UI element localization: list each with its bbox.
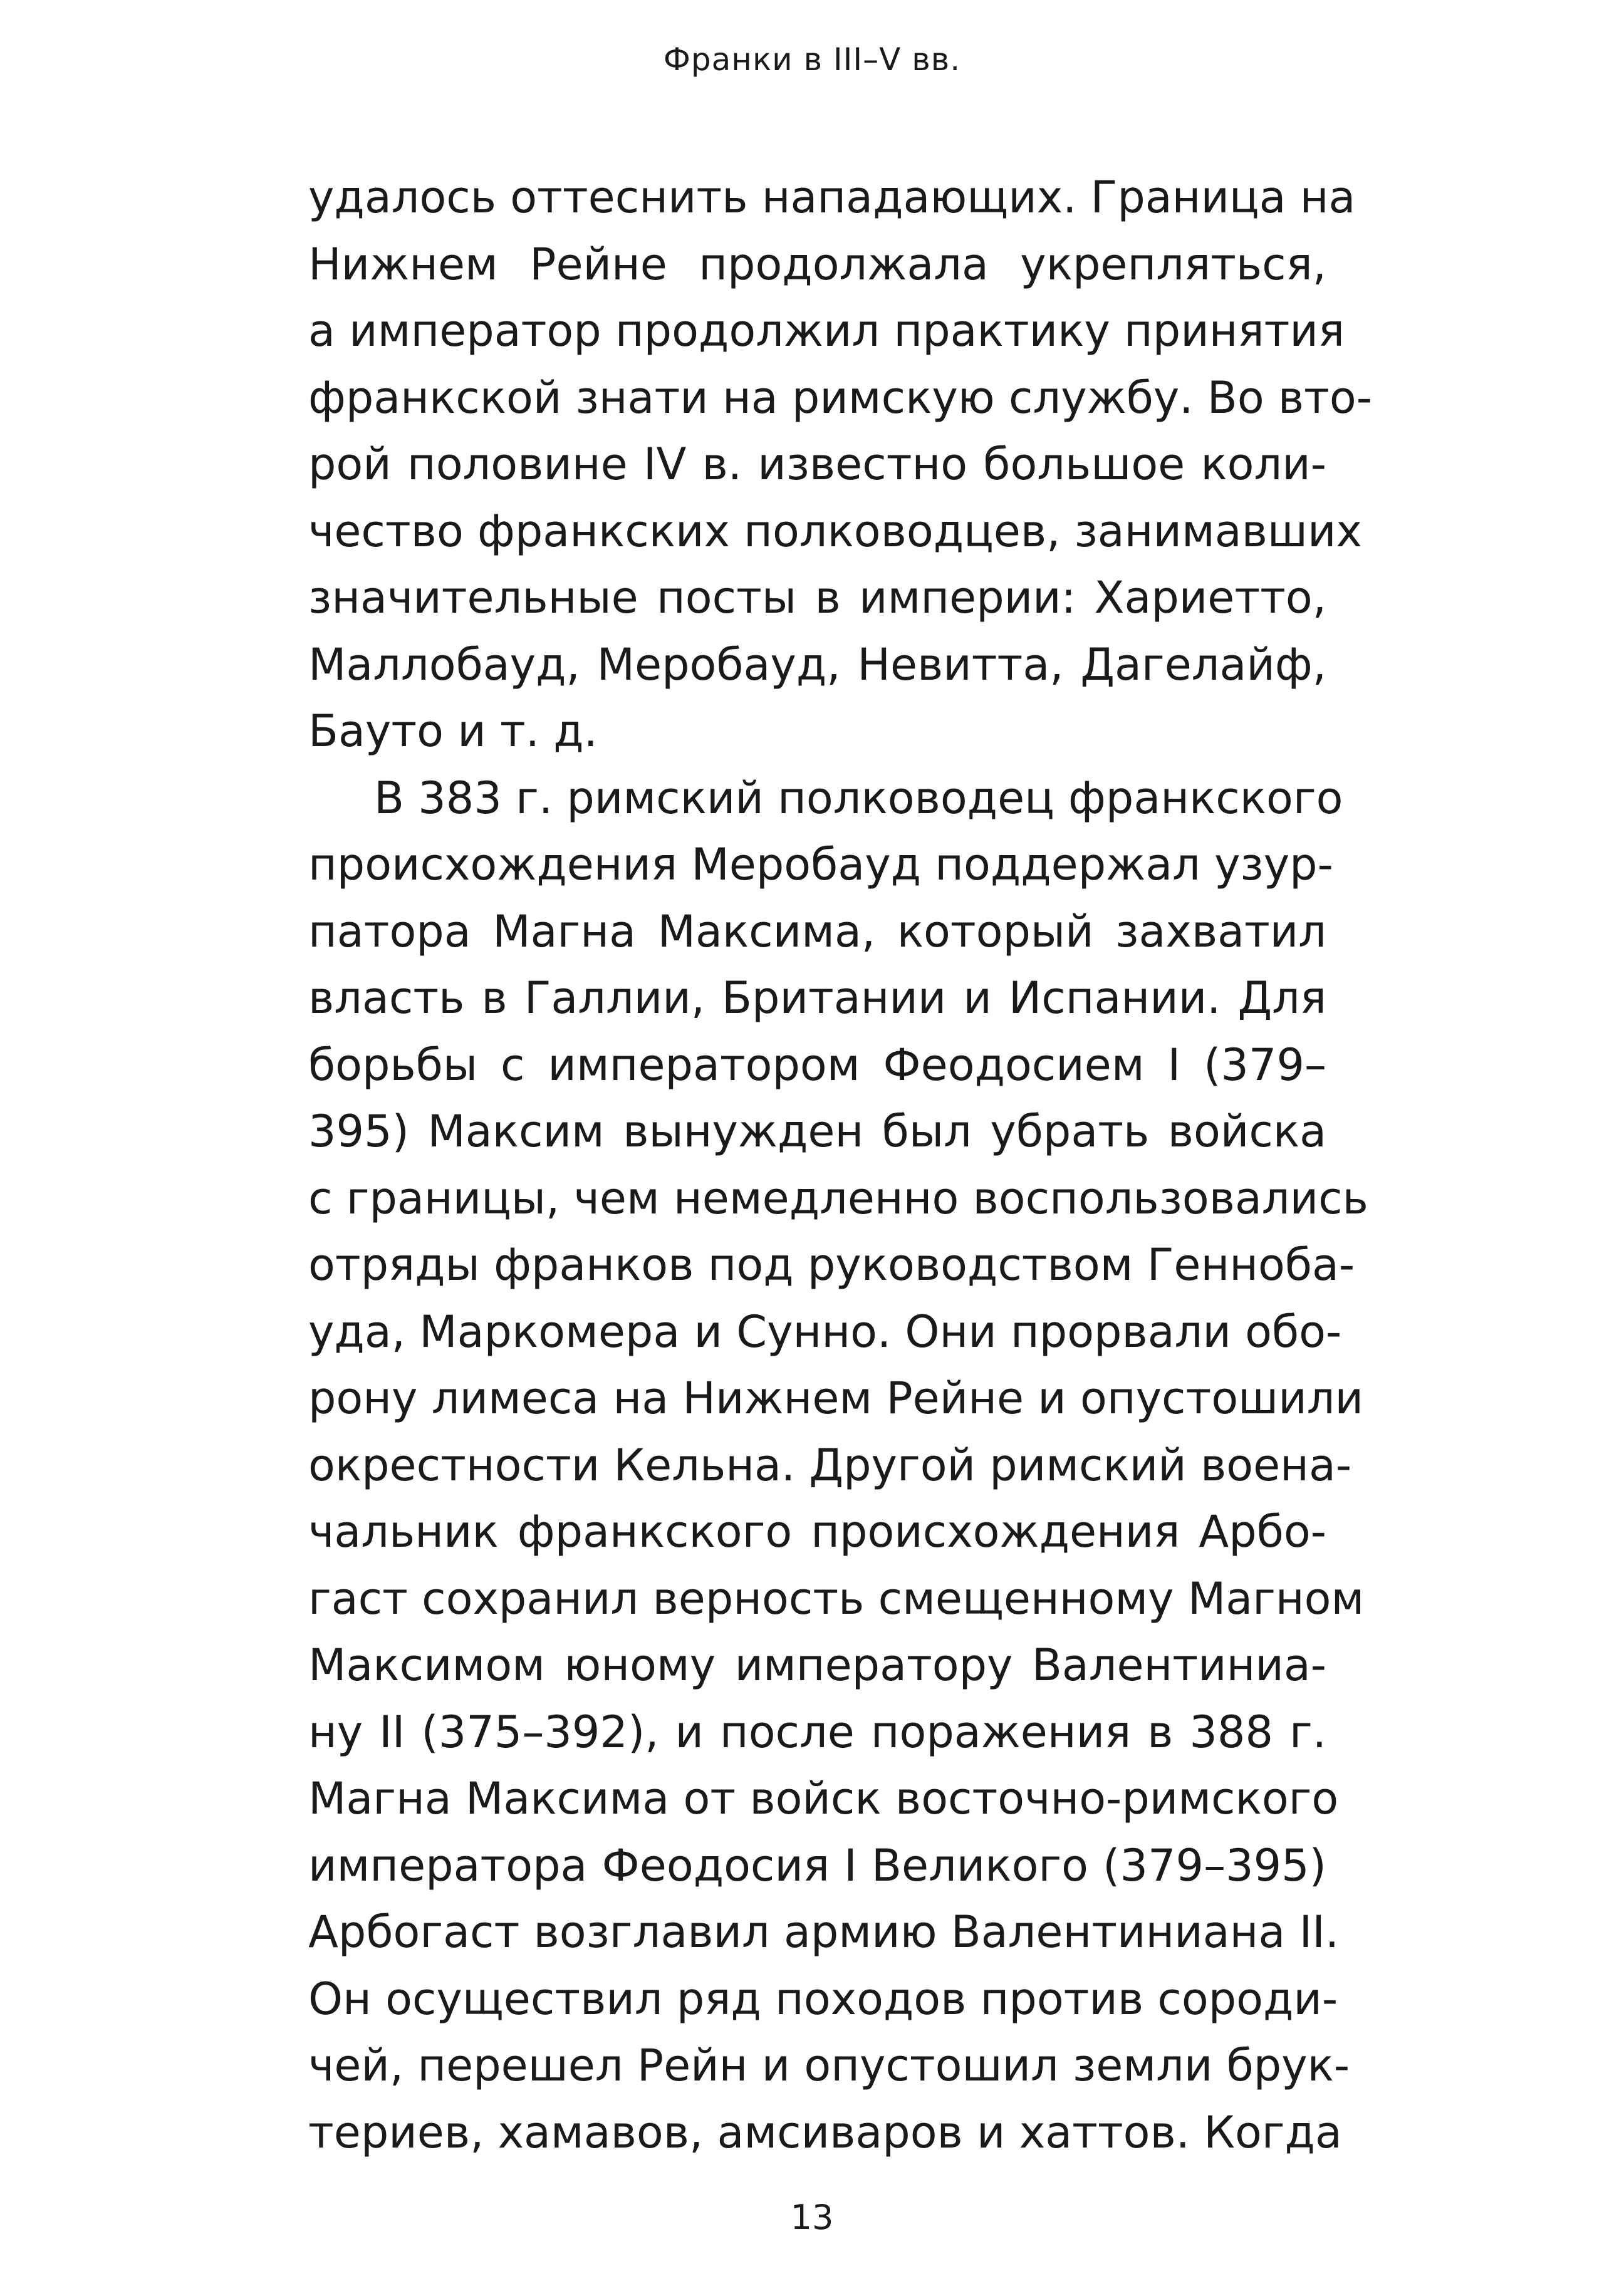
text-line: рону лимеса на Нижнем Рейне и опустошили — [308, 1373, 1363, 1424]
text-line: 395) Максим вынужден был убрать войска — [308, 1106, 1326, 1157]
paragraph — [308, 765, 1368, 2166]
text-line: власть в Галлии, Британии и Испании. Для — [308, 972, 1326, 1024]
text-line: франкской знати на римскую службу. Во вто- — [308, 371, 1373, 423]
text-line: Магна Максима от войск восточно-римского — [308, 1773, 1339, 1824]
text-line: происхождения Меробауд поддержал узур- — [308, 839, 1333, 890]
text-line: императора Феодосия I Великого (379–395) — [308, 1839, 1326, 1891]
text-line: Бауто и т. д. — [308, 705, 598, 757]
body-text — [308, 164, 1373, 2166]
text-line: окрестности Кельна. Другой римский воена- — [308, 1439, 1352, 1491]
text-line: отряды франков под руководством Генноба- — [308, 1239, 1355, 1291]
text-line: значительные посты в империи: Хариетто, — [308, 572, 1326, 623]
text-line: териев, хамавов, амсиваров и хаттов. Когда — [308, 2106, 1342, 2158]
running-head: Франки в III–V вв. — [663, 41, 961, 78]
text-line: Арбогаст возглавил армию Валентиниана II. — [308, 1906, 1340, 1958]
text-line: а император продолжил практику принятия — [308, 305, 1345, 356]
text-line: уда, Маркомера и Сунно. Они прорвали обо- — [308, 1306, 1342, 1358]
text-line: Нижнем Рейне продолжала укрепляться, — [308, 238, 1326, 290]
text-line: чей, перешел Рейн и опустошил земли брук- — [308, 2040, 1350, 2091]
text-line: Максимом юному императору Валентиниа- — [308, 1639, 1326, 1691]
text-line: гаст сохранил верность смещенному Магном — [308, 1572, 1365, 1624]
paragraph — [308, 164, 1373, 765]
text-line: чальник франкского происхождения Арбо- — [308, 1506, 1326, 1557]
text-line: В 383 г. римский полководец франкского — [374, 772, 1343, 824]
text-line: патора Магна Максима, который захватил — [308, 905, 1326, 957]
text-line: борьбы с императором Феодосием I (379– — [308, 1039, 1326, 1091]
text-line: удалось оттеснить нападающих. Граница на — [308, 172, 1356, 223]
text-line: Он осуществил ряд походов против сороди- — [308, 1973, 1338, 2025]
page-number: 13 — [790, 2198, 834, 2237]
text-line: чество франкских полководцев, занимавших — [308, 505, 1362, 557]
text-line: Маллобауд, Меробауд, Невитта, Дагелайф, — [308, 638, 1326, 690]
text-line: рой половине IV в. известно большое коли- — [308, 439, 1326, 490]
text-line: с границы, чем немедленно воспользовались — [308, 1172, 1368, 1224]
text-line: ну II (375–392), и после поражения в 388 г. — [308, 1706, 1326, 1758]
